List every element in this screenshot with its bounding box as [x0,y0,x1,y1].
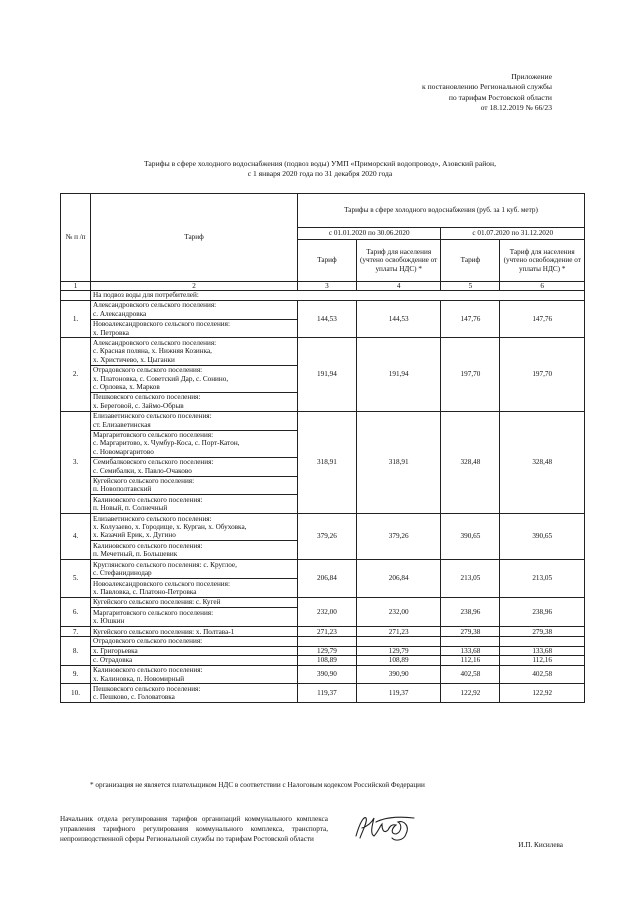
location-group [91,494,297,513]
location-line: х. Береговой, с. Займо-Обрыв [93,401,184,410]
row-locations [91,684,298,703]
location-group [91,365,297,392]
location-line: п. Новый, п. Солнечный [93,504,168,513]
location-line: Александровского сельского поселения: [93,338,217,347]
row-locations [91,560,298,598]
row-number: 9. [61,665,91,684]
section-label: На подвоз воды для потребителей: [91,291,585,300]
tariff-value: 379,26 [356,514,441,560]
location-line: п. Новополтавский [93,485,152,494]
tariff-value: 213,05 [500,560,585,598]
header-period-2: с 01.07.2020 по 31.12.2020 [441,228,585,240]
row-locations [91,514,298,560]
location-group [93,301,295,319]
table-row [61,684,585,703]
tariff-table [60,193,585,703]
header-group: Тарифы в сфере холодного водоснабжения (руб. за 1 куб. метр) [297,194,584,228]
location-line: с. Семибалки, х. Павло-Очаково [93,466,192,475]
tariff-value: 402,58 [500,665,585,684]
location-line: Елизаветинского сельского поселения: [93,412,212,421]
signer-name: И.П. Кисилева [518,841,563,849]
tariff-value: 238,96 [500,597,585,626]
location-group [91,476,297,495]
tariff-value: 318,91 [297,411,356,513]
location-line: Калиновского сельского поселения: [93,495,203,504]
location-group [93,412,295,430]
location-line: с. Орловка, х. Марков [93,382,160,391]
empty-cell [356,637,441,646]
header-num: № п /п [61,194,91,282]
row-number: 6. [61,597,91,626]
footnote: * организация не является плательщиком НДС в соответствии с Налоговым кодексом Российской Федерации [90,781,425,789]
column-number: 3 [297,282,356,291]
row-locations [91,597,298,626]
tariff-value: 279,38 [441,627,500,637]
location-line: Кугейского сельского поселения: [93,477,195,486]
tariff-value: 238,96 [441,597,500,626]
location-line: Кугейского сельского поселения: х. Полтава-1 [93,627,235,636]
tariff-value: 108,89 [356,656,441,665]
column-number: 2 [91,282,298,291]
row-locations [91,300,298,338]
row-number: 7. [61,627,91,637]
location-line: Калиновского сельского поселения: [93,666,203,675]
header-period-1: с 01.01.2020 по 30.06.2020 [297,228,441,240]
header-col-population: Тариф для населения (учтено освобождение от уплаты НДС) * [356,240,441,282]
title-line: Тарифы в сфере холодного водоснабжения (подвоз воды) УМП «Приморский водопровод», Азовский район, [143,159,497,168]
tariff-value: 197,70 [441,338,500,411]
tariff-value: 133,68 [441,646,500,655]
column-number: 6 [500,282,585,291]
location-group [93,514,295,540]
header-col-tariff: Тариф [441,240,500,282]
table-row [61,637,585,646]
header-col-population: Тариф для населения (учтено освобождение от уплаты НДС) * [500,240,585,282]
tariff-value: 232,00 [297,597,356,626]
row-number: 5. [61,560,91,598]
location-line: Новоалександровского сельского поселения: [93,320,230,329]
location-line: с. Красная поляна, х. Нижняя Козинка, [93,347,212,356]
row-number: 10. [61,684,91,703]
tariff-value: 191,94 [297,338,356,411]
row-locations: х. Григорьевка [91,646,298,655]
row-number: 2. [61,338,91,411]
location-line: х. Христичево, х. Цыганки [93,355,175,364]
column-number: 4 [356,282,441,291]
location-line: Отрадовского сельского поселения: [93,366,203,375]
location-group [91,430,297,457]
table-row [61,656,585,665]
tariff-value: 119,37 [356,684,441,703]
location-line: Кугейского сельского поселения: с. Кугей [93,598,221,607]
location-line: с. Новомаргаритово [93,447,154,456]
tariff-value: 379,26 [297,514,356,560]
location-line: с. Пешково, с. Головатовка [93,693,175,702]
table-row [61,646,585,655]
row-number: 3. [61,411,91,513]
tariff-value: 213,05 [441,560,500,598]
handwritten-signature [352,812,422,842]
signer-title: Начальник отдела регулирования тарифов организаций коммунального комплекса управления тарифного регулирования коммунального комплекса, транспорта, непроизводственной сферы Региональной службы по тарифам Ростовской области [60,815,328,843]
tariff-value: 112,16 [441,656,500,665]
location-group [91,319,297,338]
location-line: с. Александровка [93,309,147,318]
location-group [91,392,297,411]
row-locations: Отрадовского сельского поселения: [91,637,298,646]
location-group [91,578,297,597]
location-line: Пешковского сельского поселения: [93,393,201,402]
location-line: Маргаритовского сельского поселения: [93,608,214,617]
tariff-value: 108,89 [297,656,356,665]
location-line: х. Павловка, с. Платоно-Петровка [93,587,197,596]
tariff-value: 119,37 [297,684,356,703]
tariff-value: 206,84 [356,560,441,598]
tariff-value: 129,79 [297,646,356,655]
title-line: с 1 января 2020 года по 31 декабря 2020 года [247,169,393,179]
appendix-line: по тарифам Ростовской области [448,92,552,102]
location-line: х. Юшкин [93,617,125,626]
tariff-value: 402,58 [441,665,500,684]
row-number: 4. [61,514,91,560]
location-group [91,457,297,476]
location-line: ст. Елизаветинская [93,420,151,429]
table-body [61,291,585,703]
tariff-value: 318,91 [356,411,441,513]
tariff-value: 147,76 [500,300,585,338]
tariff-value: 271,23 [356,627,441,637]
tariff-value: 390,90 [356,665,441,684]
row-locations [91,338,298,411]
location-line: Пешковского сельского поселения: [93,684,201,693]
row-locations [91,627,298,637]
location-group [93,627,295,636]
tariff-value: 271,23 [297,627,356,637]
row-locations [91,665,298,684]
tariff-value: 112,16 [500,656,585,665]
location-line: х. Колузаево, х. Городище, х. Курган, х. Обуховка, [93,523,247,532]
appendix-line: Приложение [511,72,552,81]
tariff-value: 147,76 [441,300,500,338]
location-line: х. Петровка [93,328,129,337]
tariff-value: 279,38 [500,627,585,637]
column-number: 1 [61,282,91,291]
table-row [61,665,585,684]
tariff-value: 390,65 [441,514,500,560]
location-line: Елизаветинского сельского поселения: [93,514,212,523]
location-line: Семибалковского сельского поселения: [93,458,214,467]
row-number: 1. [61,300,91,338]
location-group [93,338,295,364]
column-number: 5 [441,282,500,291]
column-number-row [61,282,585,291]
tariff-value: 390,65 [500,514,585,560]
location-line: Круглянского сельского поселения: с. Круглое, [93,560,237,569]
document-title [60,159,580,180]
location-line: Александровского сельского поселения: [93,301,217,310]
location-line: Маргаритовского сельского поселения: [93,431,214,439]
empty-cell [441,637,500,646]
tariff-value: 197,70 [500,338,585,411]
tariff-value: 328,48 [500,411,585,513]
location-group [93,598,295,607]
location-group [93,666,295,684]
table-row [61,514,585,560]
location-group [91,540,297,559]
location-line: с. Маргаритово, х. Чумбур-Коса, с. Порт-Катон, [93,439,240,448]
tariff-value: 191,94 [356,338,441,411]
table-row [61,338,585,411]
location-group [93,560,295,578]
row-locations [91,411,298,513]
table-row [61,300,585,338]
empty-cell [500,637,585,646]
tariff-value: 122,92 [441,684,500,703]
tariff-value: 206,84 [297,560,356,598]
location-line: х. Калиновка, п. Новомирный [93,674,185,683]
appendix-line: к постановлению Региональной службы [421,82,552,92]
location-line: Калиновского сельского поселения: [93,541,203,550]
location-line: х. Казачий Ерик, х. Дугино [93,531,176,540]
tariff-value: 144,53 [356,300,441,338]
location-group [91,607,297,626]
row-number: 8. [61,637,91,665]
tariff-value: 328,48 [441,411,500,513]
header-col-tariff: Тариф [297,240,356,282]
tariff-value: 144,53 [297,300,356,338]
table-row [61,411,585,513]
location-line: с. Стефанидинодар [93,569,152,578]
location-line: п. Мечетный, п. Большевик [93,550,178,559]
table-row [61,560,585,598]
tariff-value: 133,68 [500,646,585,655]
tariff-value: 122,92 [500,684,585,703]
tariff-value: 129,79 [356,646,441,655]
empty-cell [297,637,356,646]
section-num-cell [61,291,91,300]
location-line: х. Платоновка, с. Советский Дар, с. Сонино, [93,374,229,383]
location-line: Новоалександровского сельского поселения: [93,579,230,588]
tariff-value: 232,00 [356,597,441,626]
header-tariff: Тариф [91,194,298,282]
row-locations: с. Отрадовка [91,656,298,665]
appendix-block [422,72,552,114]
location-group [93,684,295,702]
table-row [61,627,585,637]
appendix-line: от 18.12.2019 № 66/23 [480,103,552,113]
table-row [61,597,585,626]
tariff-value: 390,90 [297,665,356,684]
